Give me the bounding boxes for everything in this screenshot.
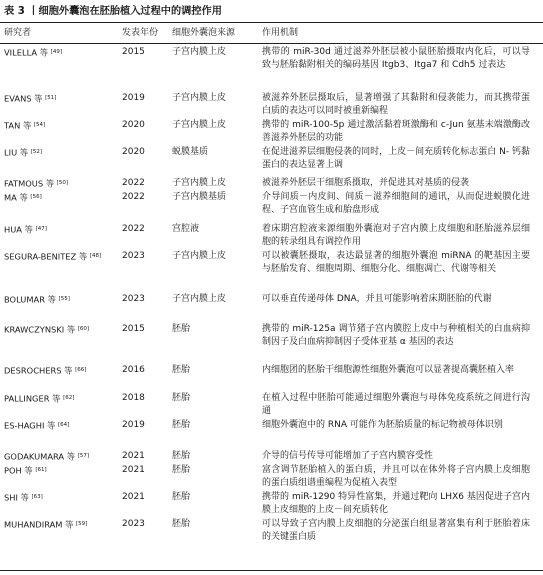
cell-study: [4, 491, 43, 505]
header-year: 发表年份: [122, 28, 159, 38]
cell-year: 2023: [122, 251, 145, 261]
study-reference: [48]: [89, 253, 102, 259]
cell-study: [4, 464, 47, 478]
table-row: [0, 364, 543, 391]
table-caption: 表 3 丨细胞外囊泡在胚胎植入过程中的调控作用: [4, 6, 222, 17]
cell-mechanism: 可以垂直传递母体 DNA，并且可能影响着床期胚胎的代谢: [262, 294, 492, 304]
cell-year: 2022: [122, 224, 145, 234]
cell-study: [4, 392, 74, 406]
cell-year: 2023: [122, 519, 145, 529]
study-reference: [62]: [63, 395, 75, 401]
cell-source: 蜕膜基质: [172, 147, 209, 157]
study-reference: [59]: [76, 521, 88, 527]
table-row: [0, 323, 543, 363]
cell-year: 2018: [122, 393, 145, 403]
cell-source: 子宫内膜上皮: [172, 47, 227, 57]
cell-year: 2016: [122, 365, 145, 375]
cell-year: 2020: [122, 120, 145, 130]
study-name: FATMOUS 等: [4, 178, 55, 189]
cell-year: 2019: [122, 420, 145, 430]
header-source: 细胞外囊泡来源: [172, 28, 236, 38]
cell-year: 2020: [122, 147, 145, 157]
table-row: [0, 464, 543, 491]
cell-source: 胚胎: [172, 492, 191, 502]
cell-year: 2021: [122, 492, 145, 502]
table-row: [0, 223, 543, 250]
cell-year: 2015: [122, 47, 145, 57]
cell-mechanism: 着床期宫腔液来源细胞外囊泡对子宫内膜上皮细胞和胚胎滋养层细胞的转录组具有调控作用: [262, 224, 530, 248]
study-name: POH 等: [4, 465, 33, 476]
header-study: 研究者: [4, 28, 32, 38]
cell-mechanism: 细胞外囊泡中的 RNA 可能作为胚胎质量的标记物被母体识别: [262, 420, 503, 430]
study-name: EVANS 等: [4, 93, 43, 104]
table-row: [0, 250, 543, 290]
study-reference: [52]: [30, 149, 43, 155]
cell-year: 2021: [122, 451, 145, 461]
cell-mechanism: 可以导致子宫内膜上皮细胞的分泌蛋白组显著富集有利于胚胎着床的关键蛋白质: [262, 519, 530, 543]
study-reference: [60]: [77, 326, 90, 332]
study-name: ES-HAGHI 等: [4, 420, 56, 431]
study-reference: [63]: [31, 494, 43, 500]
cell-study: [4, 92, 56, 106]
cell-source: 宫腔液: [172, 224, 200, 234]
cell-source: 胚胎: [172, 393, 191, 403]
study-name: KRAWCZYNSKI 等: [4, 324, 76, 335]
cell-mechanism: 携带的 miR-1290 特异性富集，并通过靶向 LHX6 基因促进子宫内膜上皮细胞的上皮－间充质转化: [262, 492, 530, 516]
cell-study: [4, 250, 101, 264]
cell-mechanism: 在促进滋养层细胞侵袭的同时，上皮－间充质转化标志蛋白 N- 钙黏蛋白的表达显著上调: [262, 147, 530, 171]
cell-source: 子宫内膜上皮: [172, 294, 227, 304]
study-name: SEGURA-BENITEZ 等: [4, 251, 88, 262]
cell-year: 2015: [122, 324, 145, 334]
cell-mechanism: 在植入过程中胚胎可能通过细胞外囊泡与母体免疫系统之间进行沟通: [262, 393, 530, 417]
cell-source: 胚胎: [172, 519, 191, 529]
cell-study: [4, 450, 89, 464]
table-row: [0, 92, 543, 119]
study-reference: [56]: [30, 194, 42, 200]
study-name: LIU 等: [4, 147, 29, 158]
table-row: [0, 177, 543, 191]
cell-study: [4, 191, 42, 205]
study-name: SHI 等: [4, 492, 29, 503]
cell-study: [4, 323, 89, 337]
study-reference: [54]: [33, 122, 46, 128]
table-row: [0, 119, 543, 146]
study-name: GODAKUMARA 等: [4, 451, 76, 462]
cell-year: 2019: [122, 93, 145, 103]
cell-mechanism: 携带的 miR-30d 通过滋养外胚层被小鼠胚胎摄取内化后，可以导致与胚胎黏附相关的编码基因 Itgb3、Itga7 和 Cdh5 过表达: [262, 47, 530, 71]
table-row: [0, 518, 543, 545]
cell-study: [4, 293, 70, 307]
table-row: [0, 293, 543, 320]
study-name: MUHANDIRAM 等: [4, 519, 74, 530]
header-mechanism: 作用机制: [262, 28, 299, 38]
table-row: [0, 191, 543, 218]
study-name: PALLINGER 等: [4, 393, 61, 404]
cell-mechanism: 携带的 miR-100-5p 通过激活黏着斑激酶和 c-Jun 氨基末端激酶改善滋养外胚层的功能: [262, 120, 530, 144]
table-bottom-rule: [0, 570, 543, 571]
study-name: BOLUMAR 等: [4, 294, 56, 305]
cell-source: 胚胎: [172, 365, 191, 375]
cell-source: 胚胎: [172, 465, 191, 475]
cell-source: 子宫内膜基质: [172, 192, 227, 202]
cell-year: 2022: [122, 178, 145, 188]
cell-study: [4, 119, 45, 133]
cell-study: [4, 146, 42, 160]
cell-study: [4, 223, 47, 237]
table-row: [0, 491, 543, 518]
cell-study: [4, 518, 87, 532]
cell-year: 2023: [122, 294, 145, 304]
cell-year: 2021: [122, 465, 145, 475]
cell-study: [4, 177, 68, 191]
table-row: [0, 419, 543, 446]
study-reference: [66]: [75, 367, 87, 373]
table-row: [0, 450, 543, 464]
study-reference: [47]: [35, 226, 47, 232]
study-name: MA 等: [4, 192, 28, 203]
study-reference: [50]: [56, 180, 69, 186]
cell-mechanism: 携带的 miR-125a 调节猪子宫内膜腔上皮中与种植相关的白血病抑制因子及白血病抑制因子受体亚基 α 基因的表达: [262, 324, 530, 348]
cell-study: [4, 364, 86, 378]
study-reference: [55]: [58, 296, 70, 302]
cell-mechanism: 介导的信号传导可能增加了子宫内膜容受性: [262, 451, 434, 461]
study-reference: [61]: [35, 467, 47, 473]
cell-study: [4, 419, 69, 433]
study-name: HUA 等: [4, 224, 33, 235]
cell-source: 子宫内膜上皮: [172, 178, 227, 188]
study-reference: [51]: [45, 95, 57, 101]
cell-source: 子宫内膜上皮: [172, 120, 227, 130]
cell-source: 胚胎: [172, 451, 191, 461]
cell-year: 2022: [122, 192, 145, 202]
cell-mechanism: 内细胞团的胚胎干细胞源性细胞外囊泡可以显著提高囊胚植入率: [262, 365, 515, 375]
cell-mechanism: 被滋养外胚层干细胞系摄取，并促进其对基质的侵袭: [262, 178, 470, 188]
cell-mechanism: 介导间质－内皮间、间质－滋养细胞间的通讯，从而促进蜕膜化进程、子宫血管生成和胎盘形成: [262, 192, 530, 216]
cell-source: 子宫内膜上皮: [172, 251, 227, 261]
cell-source: 胚胎: [172, 420, 191, 430]
study-reference: [49]: [50, 49, 62, 55]
study-reference: [64]: [57, 422, 70, 428]
table-row: [0, 392, 543, 419]
cell-source: 胚胎: [172, 324, 191, 334]
table-header: [0, 22, 543, 44]
study-name: VILELLA 等: [4, 47, 49, 58]
table-row: [0, 46, 543, 86]
cell-source: 子宫内膜上皮: [172, 93, 227, 103]
table-row: [0, 146, 543, 173]
study-name: TAN 等: [4, 120, 32, 131]
cell-mechanism: 可以被囊胚摄取，表达最显著的细胞外囊泡 miRNA 的靶基因主要与胚胎发育、细胞周期、细胞分化、细胞凋亡、代谢等相关: [262, 251, 530, 275]
cell-mechanism: 被滋养外胚层摄取后，显著增强了其黏附和侵袭能力，而其携带蛋白质的表达可以同时被重新编程: [262, 93, 530, 117]
cell-study: [4, 46, 62, 60]
study-reference: [57]: [77, 453, 89, 459]
study-name: DESROCHERS 等: [4, 365, 73, 376]
cell-mechanism: 富含调节胚胎植入的蛋白质，并且可以在体外将子宫内膜上皮细胞的蛋白质组谱重编程为促植入表型: [262, 465, 530, 489]
